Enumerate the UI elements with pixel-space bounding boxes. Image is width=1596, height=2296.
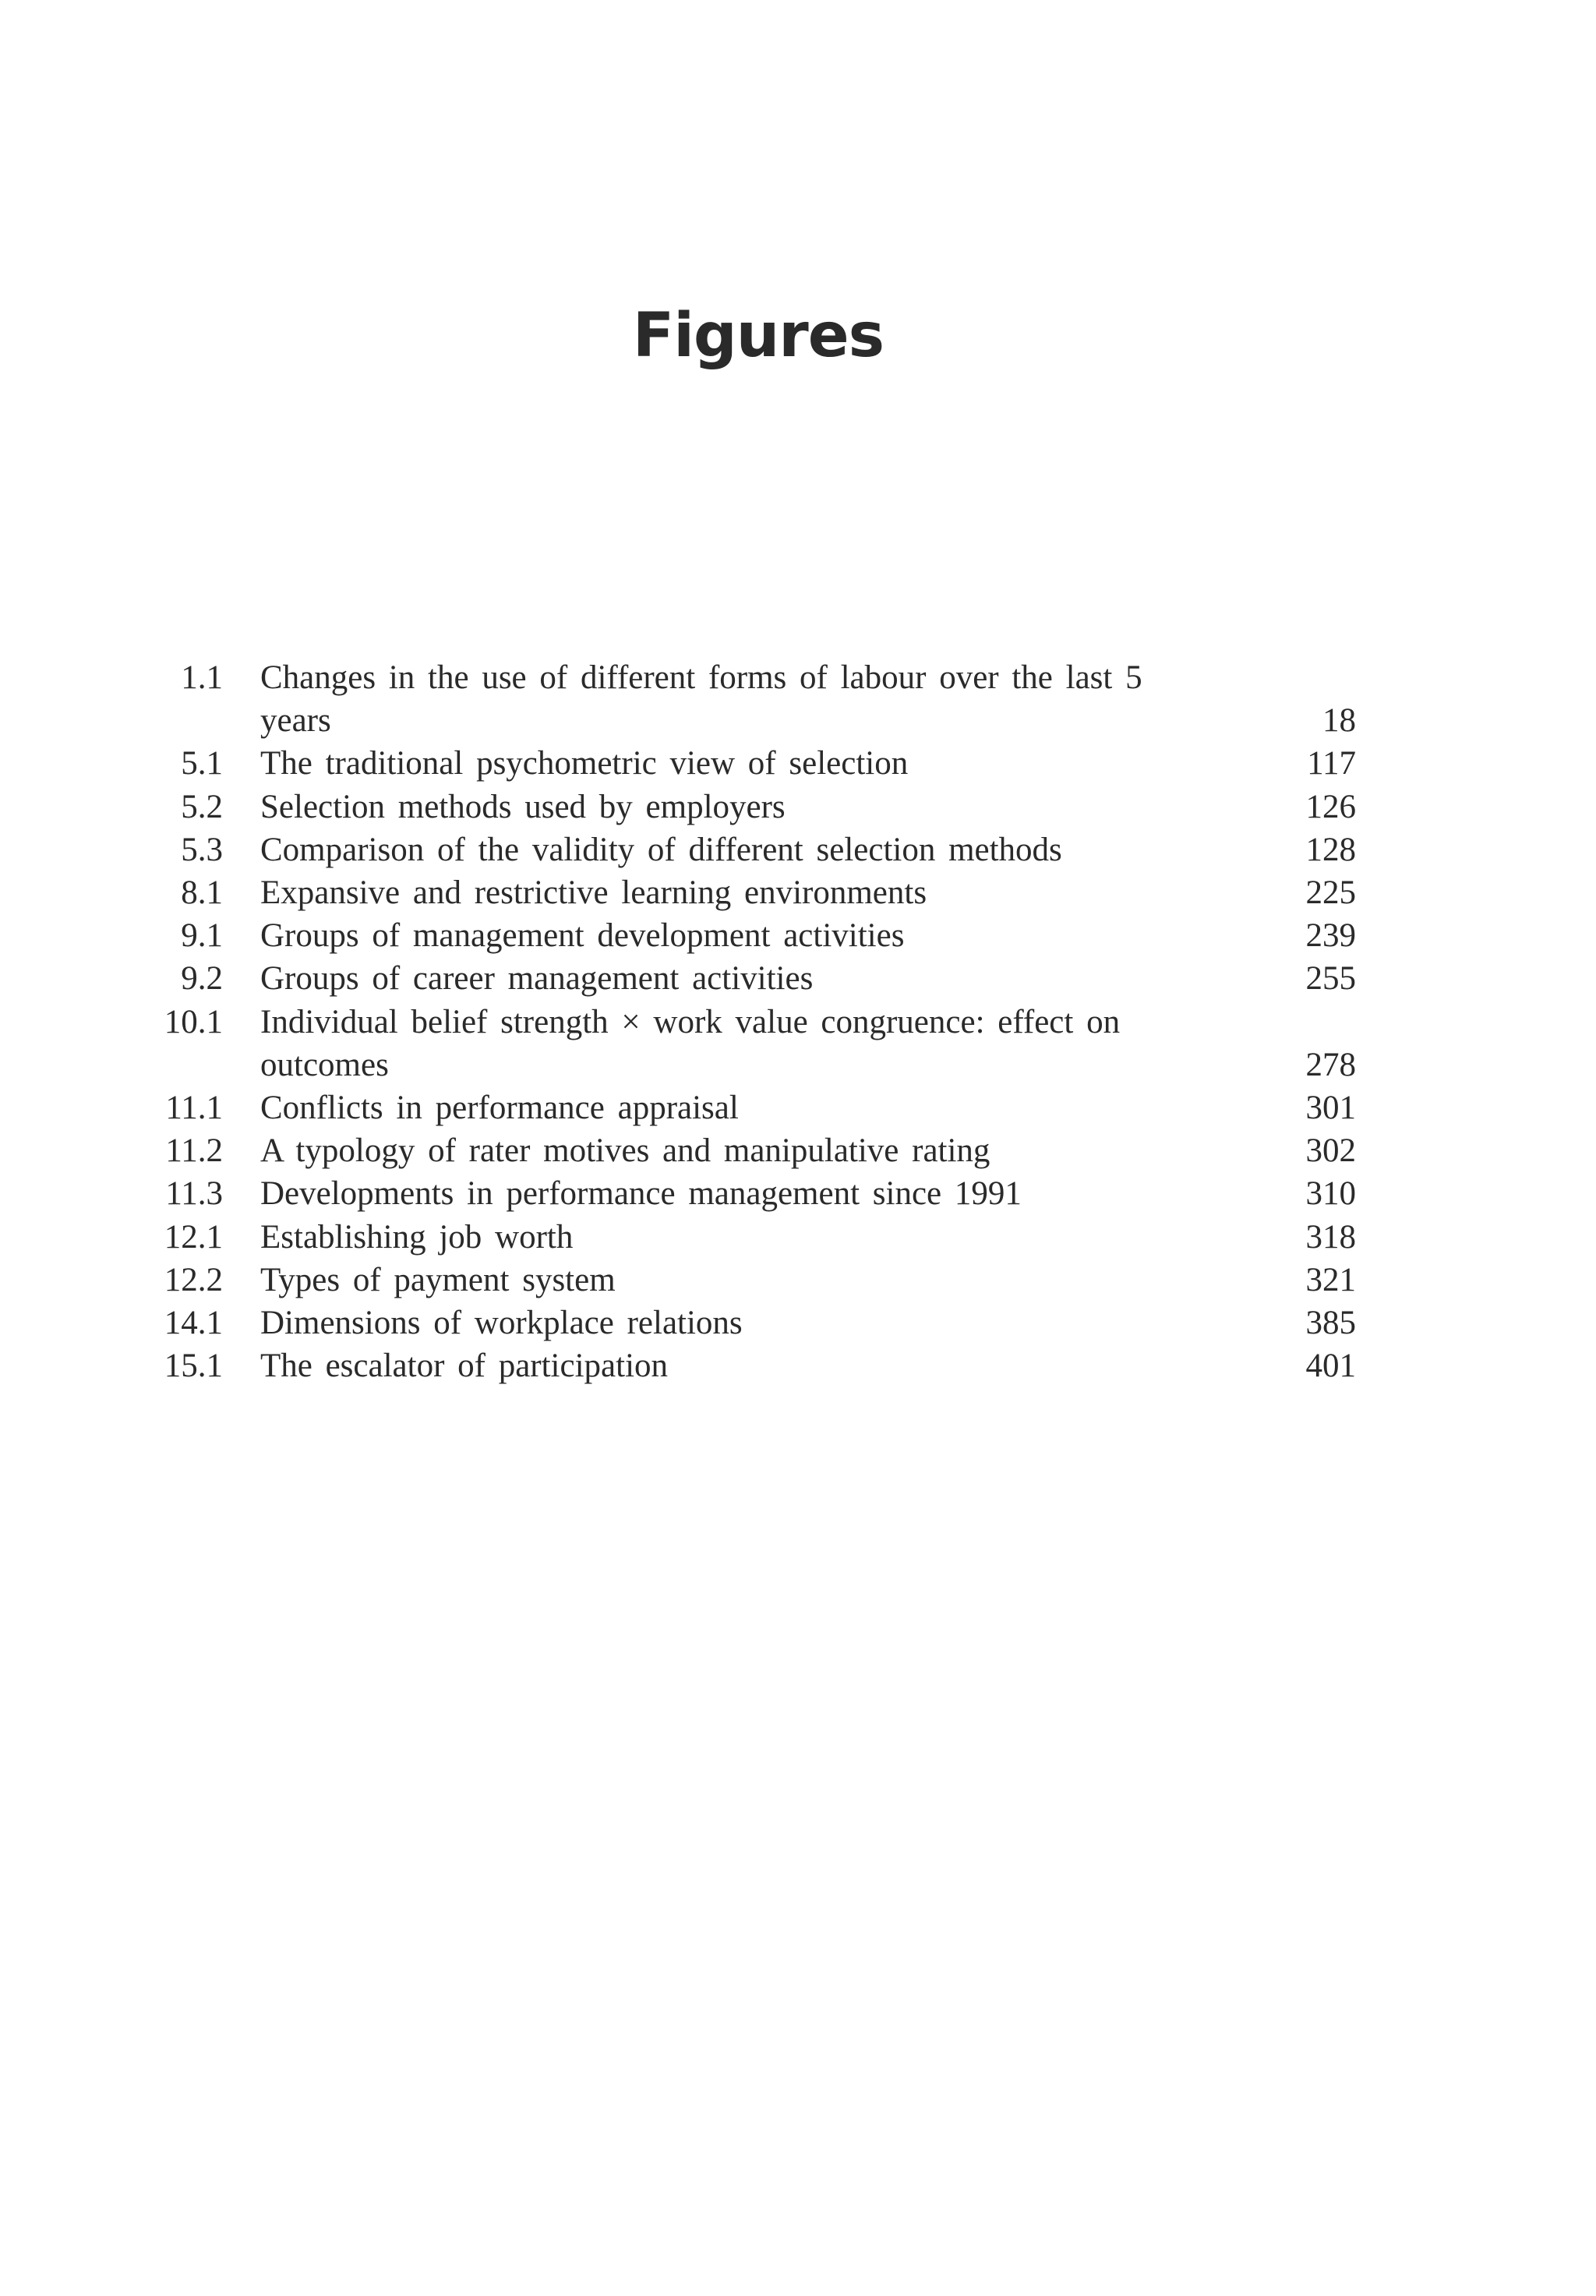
figure-title: Changes in the use of different forms of labour over the last 5 years — [260, 659, 1142, 740]
figure-title: The traditional psychometric view of selection — [260, 745, 909, 782]
figure-page-number: 225 — [1305, 874, 1356, 912]
figure-page-number: 401 — [1305, 1348, 1356, 1385]
figure-title: Selection methods used by employers — [260, 788, 786, 825]
figure-entry — [0, 742, 1596, 785]
figure-entry — [0, 914, 1596, 957]
figure-number: 1.1 — [181, 659, 223, 696]
figure-title: Groups of management development activities — [260, 917, 905, 955]
figure-number: 11.2 — [165, 1132, 223, 1170]
figure-number: 14.1 — [164, 1305, 223, 1342]
figure-title: Dimensions of workplace relations — [260, 1305, 743, 1342]
figure-number: 5.2 — [181, 788, 223, 825]
figure-entry — [0, 1129, 1596, 1172]
figure-page-number: 18 — [1322, 702, 1356, 740]
figure-entry — [0, 1086, 1596, 1129]
figure-number: 15.1 — [164, 1348, 223, 1385]
figure-entry — [0, 871, 1596, 914]
figure-entry — [0, 828, 1596, 871]
figure-number: 9.1 — [181, 917, 223, 955]
figure-number: 12.2 — [164, 1261, 223, 1298]
figure-title: Comparison of the validity of different selection methods — [260, 831, 1062, 868]
figure-number: 12.1 — [164, 1218, 223, 1256]
figure-page-number: 310 — [1305, 1175, 1356, 1213]
figure-number: 11.3 — [165, 1175, 223, 1213]
figure-page-number: 318 — [1305, 1218, 1356, 1256]
figure-page-number: 255 — [1305, 960, 1356, 998]
figure-page-number: 301 — [1305, 1090, 1356, 1127]
figure-page-number: 302 — [1305, 1132, 1356, 1170]
figure-entry — [0, 1344, 1596, 1387]
figure-entry — [0, 656, 1596, 742]
figure-page-number: 321 — [1305, 1261, 1356, 1298]
figure-entry — [0, 1259, 1596, 1302]
figure-page-number: 239 — [1305, 917, 1356, 955]
figure-page-number: 278 — [1305, 1046, 1356, 1083]
figure-page-number: 128 — [1305, 831, 1356, 868]
figure-title: Establishing job worth — [260, 1218, 574, 1256]
figure-entry — [0, 1302, 1596, 1344]
figure-entry — [0, 1216, 1596, 1259]
figure-number: 8.1 — [181, 874, 223, 912]
figure-entry — [0, 1001, 1596, 1086]
figure-title: Conflicts in performance appraisal — [260, 1090, 739, 1127]
figure-title: Developments in performance management since 1991 — [260, 1175, 1022, 1213]
figure-title: Groups of career management activities — [260, 960, 814, 998]
figure-page-number: 385 — [1305, 1305, 1356, 1342]
figure-entry — [0, 786, 1596, 828]
figure-number: 10.1 — [164, 1003, 223, 1040]
figure-number: 5.1 — [181, 745, 223, 782]
figure-page-number: 126 — [1305, 788, 1356, 825]
figure-title: Expansive and restrictive learning environments — [260, 874, 927, 912]
figure-title: Individual belief strength × work value congruence: effect on outcomes — [260, 1003, 1121, 1083]
figure-page-number: 117 — [1307, 745, 1356, 782]
figure-entry — [0, 1172, 1596, 1215]
figure-number: 5.3 — [181, 831, 223, 868]
figure-entry — [0, 957, 1596, 1000]
figure-list — [0, 656, 1596, 1387]
figure-title: The escalator of participation — [260, 1348, 669, 1385]
page-title: Figures — [632, 301, 885, 371]
figure-number: 9.2 — [181, 960, 223, 998]
figure-title: A typology of rater motives and manipulative rating — [260, 1132, 990, 1170]
figure-title: Types of payment system — [260, 1261, 616, 1298]
figure-number: 11.1 — [165, 1090, 223, 1127]
